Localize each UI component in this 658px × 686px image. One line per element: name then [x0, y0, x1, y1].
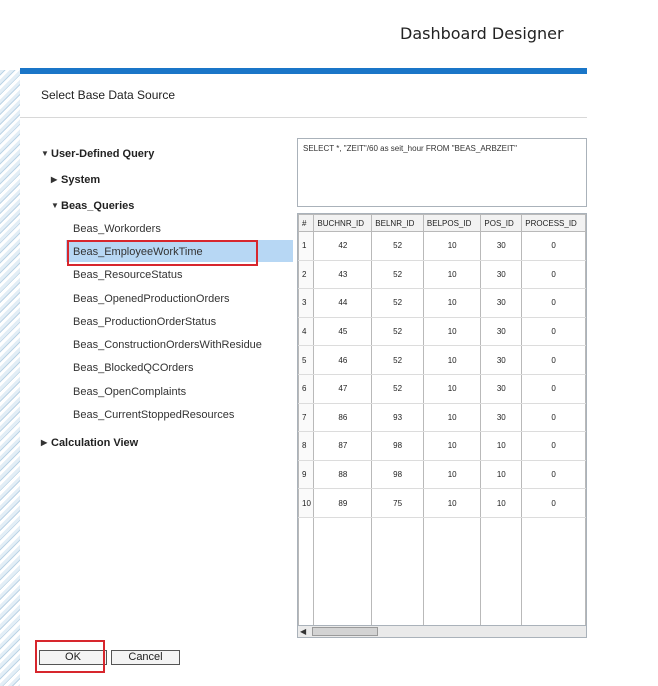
- row-number-cell: 4: [299, 317, 314, 346]
- table-cell: 30: [481, 317, 522, 346]
- table-cell: 0: [522, 489, 586, 518]
- tree-node-label: Calculation View: [51, 437, 139, 449]
- table-cell: 10: [423, 374, 480, 403]
- table-cell: 0: [522, 317, 586, 346]
- table-cell: 10: [423, 260, 480, 289]
- table-row[interactable]: [299, 460, 586, 489]
- ok-highlight-frame: [35, 640, 105, 673]
- table-row[interactable]: [299, 374, 586, 403]
- table-row[interactable]: [299, 403, 586, 432]
- table-cell: 52: [372, 232, 424, 261]
- table-cell: 52: [372, 346, 424, 375]
- table-cell: 46: [314, 346, 372, 375]
- column-header[interactable]: PROCESS_ID: [522, 215, 586, 232]
- caret-down-icon[interactable]: ▼: [51, 201, 59, 210]
- empty-cell: [372, 517, 424, 630]
- row-number-cell: 7: [299, 403, 314, 432]
- table-cell: 93: [372, 403, 424, 432]
- row-number-cell: 3: [299, 289, 314, 318]
- sql-query-box[interactable]: [297, 138, 587, 207]
- table-cell: 89: [314, 489, 372, 518]
- table-row[interactable]: [299, 432, 586, 461]
- sql-query-text: SELECT *, "ZEIT"/60 as seit_hour FROM "BEAS_ARBZEIT": [303, 144, 517, 153]
- decorative-stripes: [0, 70, 20, 686]
- table-cell: 30: [481, 289, 522, 318]
- table-cell: 10: [423, 432, 480, 461]
- empty-row-filler: [299, 517, 586, 630]
- dialog-accent-bar: [20, 68, 587, 74]
- row-number-cell: 8: [299, 432, 314, 461]
- caret-right-icon[interactable]: ▶: [41, 438, 48, 447]
- empty-cell: [314, 517, 372, 630]
- table-cell: 30: [481, 346, 522, 375]
- grid-header-row: [299, 215, 586, 232]
- table-cell: 30: [481, 232, 522, 261]
- select-data-source-dialog: [20, 68, 587, 686]
- table-cell: 10: [423, 317, 480, 346]
- caret-down-icon[interactable]: ▼: [41, 149, 49, 158]
- table-cell: 30: [481, 403, 522, 432]
- table-cell: 0: [522, 260, 586, 289]
- table-cell: 0: [522, 232, 586, 261]
- column-header[interactable]: POS_ID: [481, 215, 522, 232]
- column-header[interactable]: BELPOS_ID: [423, 215, 480, 232]
- table-cell: 87: [314, 432, 372, 461]
- tree-node-label: Beas_Queries: [61, 200, 135, 212]
- table-cell: 52: [372, 374, 424, 403]
- cancel-button[interactable]: Cancel: [111, 650, 180, 665]
- table-cell: 52: [372, 317, 424, 346]
- tree-leaf-beas-resourcestatus[interactable]: Beas_ResourceStatus: [73, 269, 183, 281]
- table-cell: 86: [314, 403, 372, 432]
- table-cell: 45: [314, 317, 372, 346]
- table-cell: 10: [423, 346, 480, 375]
- table-cell: 43: [314, 260, 372, 289]
- column-header[interactable]: #: [299, 215, 314, 232]
- empty-cell: [522, 517, 586, 630]
- table-cell: 44: [314, 289, 372, 318]
- table-cell: 75: [372, 489, 424, 518]
- empty-cell: [299, 517, 314, 630]
- tree-leaf-beas-blockedqcorders[interactable]: Beas_BlockedQCOrders: [73, 362, 194, 374]
- horizontal-scrollbar[interactable]: [297, 625, 587, 638]
- table-row[interactable]: [299, 317, 586, 346]
- table-cell: 10: [481, 460, 522, 489]
- table-cell: 10: [423, 489, 480, 518]
- app-title: Dashboard Designer: [400, 24, 564, 43]
- table-cell: 0: [522, 374, 586, 403]
- tree-node-user-defined-query[interactable]: [41, 148, 154, 160]
- column-header[interactable]: BUCHNR_ID: [314, 215, 372, 232]
- tree-node-system[interactable]: [51, 174, 100, 186]
- table-cell: 10: [423, 232, 480, 261]
- table-row[interactable]: [299, 289, 586, 318]
- tree-node-calculation-view[interactable]: [41, 437, 138, 449]
- ok-button[interactable]: OK: [39, 650, 107, 665]
- result-table: [298, 214, 586, 630]
- table-cell: 98: [372, 460, 424, 489]
- tree-leaf-beas-workorders[interactable]: Beas_Workorders: [73, 223, 161, 235]
- tree-node-beas-queries[interactable]: [51, 200, 134, 212]
- tree-leaf-beas-productionorderstatus[interactable]: Beas_ProductionOrderStatus: [73, 316, 217, 328]
- table-cell: 30: [481, 374, 522, 403]
- table-cell: 10: [423, 289, 480, 318]
- scroll-left-icon[interactable]: ◀: [300, 627, 307, 636]
- table-cell: 0: [522, 432, 586, 461]
- table-cell: 10: [481, 489, 522, 518]
- tree-node-label: User-Defined Query: [51, 148, 155, 160]
- table-row[interactable]: [299, 232, 586, 261]
- table-cell: 0: [522, 403, 586, 432]
- table-cell: 52: [372, 260, 424, 289]
- table-cell: 0: [522, 289, 586, 318]
- row-number-cell: 9: [299, 460, 314, 489]
- row-number-cell: 10: [299, 489, 314, 518]
- table-cell: 10: [481, 432, 522, 461]
- selection-highlight-frame: [67, 240, 258, 266]
- table-cell: 0: [522, 346, 586, 375]
- tree-leaf-beas-employeeworktime[interactable]: Beas_EmployeeWorkTime: [73, 246, 203, 258]
- tree-leaf-beas-currentstoppedresources[interactable]: Beas_CurrentStoppedResources: [73, 409, 235, 421]
- table-row[interactable]: [299, 346, 586, 375]
- tree-node-label: System: [61, 174, 101, 186]
- table-cell: 30: [481, 260, 522, 289]
- empty-cell: [481, 517, 522, 630]
- row-number-cell: 1: [299, 232, 314, 261]
- result-grid[interactable]: [297, 213, 587, 638]
- tree-leaf-beas-opencomplaints[interactable]: Beas_OpenComplaints: [73, 386, 187, 398]
- table-row[interactable]: [299, 489, 586, 518]
- row-number-cell: 5: [299, 346, 314, 375]
- table-cell: 88: [314, 460, 372, 489]
- dialog-separator: [20, 117, 587, 118]
- row-number-cell: 6: [299, 374, 314, 403]
- dialog-title: Select Base Data Source: [41, 88, 176, 102]
- table-row[interactable]: [299, 260, 586, 289]
- table-cell: 10: [423, 460, 480, 489]
- empty-cell: [423, 517, 480, 630]
- column-header[interactable]: BELNR_ID: [372, 215, 424, 232]
- scrollbar-thumb[interactable]: [312, 627, 378, 636]
- table-cell: 10: [423, 403, 480, 432]
- table-cell: 0: [522, 460, 586, 489]
- table-cell: 98: [372, 432, 424, 461]
- tree-leaf-beas-constructionorderswithresidue[interactable]: Beas_ConstructionOrdersWithResidue: [73, 339, 262, 351]
- caret-right-icon[interactable]: ▶: [51, 175, 58, 184]
- table-cell: 52: [372, 289, 424, 318]
- tree-leaf-beas-openedproductionorders[interactable]: Beas_OpenedProductionOrders: [73, 293, 230, 305]
- table-cell: 47: [314, 374, 372, 403]
- table-cell: 42: [314, 232, 372, 261]
- row-number-cell: 2: [299, 260, 314, 289]
